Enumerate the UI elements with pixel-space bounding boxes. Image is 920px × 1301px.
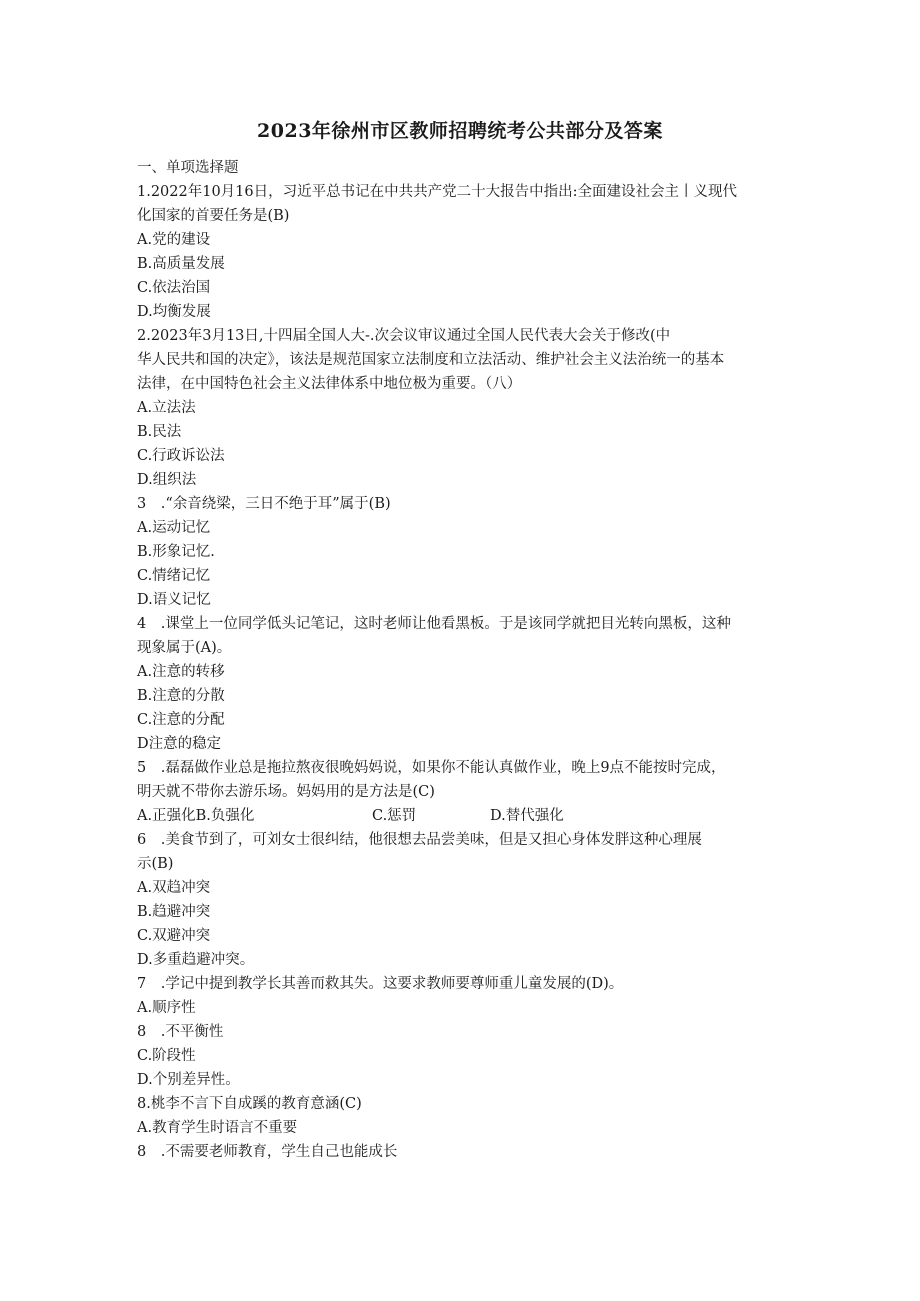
question-3-option-b: B.形象记忆.	[137, 544, 215, 560]
question-8-option-a: A.教育学生时语言不重要	[137, 1120, 298, 1136]
question-1-option-c: C.依法治国	[137, 280, 211, 296]
question-5-option-c: C.惩罚	[372, 808, 417, 824]
question-2-option-b: B.民法	[137, 424, 182, 440]
question-1-text-cont: 化国家的首要任务是(B)	[137, 208, 290, 224]
question-5-option-a	[137, 806, 372, 826]
question-5-option-b: B.负强化	[195, 808, 255, 824]
question-1-option-a: A.党的建设	[137, 232, 211, 248]
question-8-option-b: 8 .不需要老师教育，学生自己也能成长	[137, 1144, 398, 1160]
question-5-option-a-text: A.正强化	[137, 808, 196, 824]
question-7-option-b: 8 .不平衡性	[137, 1024, 224, 1040]
question-6-option-c: C.双避冲突	[137, 928, 211, 944]
question-4-text-cont: 现象属于(A)。	[137, 640, 232, 656]
question-2-option-a: A.立法法	[137, 400, 196, 416]
section-heading: 一、单项选择题	[137, 160, 239, 176]
question-4-option-b: B.注意的分散	[137, 688, 225, 704]
question-7-text: 7 .学记中提到教学长其善而救其失。这要求教师要尊师重儿童发展的(D)。	[137, 976, 624, 992]
question-3-option-d: D.语义记忆	[137, 592, 211, 608]
question-8-text: 8.桃李不言下自成蹊的教育意涵(C)	[137, 1096, 362, 1112]
document-title: 2023年徐州市区教师招聘统考公共部分及答案	[257, 120, 663, 142]
question-2-text-cont: 华人民共和国的决定》，该法是规范国家立法制度和立法活动、维护社会主义法治统一的基本	[137, 352, 725, 368]
question-1-option-b: B.高质量发展	[137, 256, 225, 272]
question-4-text: 4 .课堂上一位同学低头记笔记，这时老师让他看黑板。于是该同学就把目光转向黑板，这种	[137, 616, 731, 632]
question-2-option-d: D.组织法	[137, 472, 197, 488]
question-2-text: 2.2023年3月13日,十四届全国人大-.次会议审议通过全国人民代表大会关于修改(中	[137, 328, 671, 344]
question-3-text: 3 .“余音绕梁，三日不绝于耳”属于(B)	[137, 496, 391, 512]
question-5-text-cont: 明天就不带你去游乐场。妈妈用的是方法是(C)	[137, 784, 435, 800]
question-7-option-d: D.个别差异性。	[137, 1072, 240, 1088]
question-6-option-a: A.双趋冲突	[137, 880, 211, 896]
question-4-option-d: D注意的稳定	[137, 736, 222, 752]
question-5-option-d: D.替代强化	[490, 808, 564, 824]
question-6-option-b: B.趋避冲突	[137, 904, 211, 920]
question-2-text-cont2: 法律，在中国特色社会主义法律体系中地位极为重要。（八）	[137, 376, 522, 392]
question-5-text: 5 .磊磊做作业总是拖拉熬夜很晚妈妈说，如果你不能认真做作业，晚上9点不能按时完成，	[137, 760, 726, 776]
question-2-option-c: C.行政诉讼法	[137, 448, 225, 464]
question-6-text-cont: 示(B)	[137, 856, 174, 872]
question-3-option-c: C.情绪记忆	[137, 568, 211, 584]
question-6-option-d: D.多重趋避冲突。	[137, 952, 255, 968]
question-4-option-a: A.注意的转移	[137, 664, 225, 680]
question-3-option-a: A.运动记忆	[137, 520, 211, 536]
question-5-options-row	[137, 806, 564, 826]
question-4-option-c: C.注意的分配	[137, 712, 225, 728]
question-6-text: 6 .美食节到了，可刘女士很纠结，他很想去品尝美味，但是又担心身体发胖这种心理展	[137, 832, 702, 848]
question-7-option-a: A.顺序性	[137, 1000, 196, 1016]
question-1-text: 1.2022年10月16日，习近平总书记在中共共产党二十大报告中指出:全面建设社会主丨义现代	[137, 184, 738, 200]
question-1-option-d: D.均衡发展	[137, 304, 211, 320]
question-7-option-c: C.阶段性	[137, 1048, 196, 1064]
